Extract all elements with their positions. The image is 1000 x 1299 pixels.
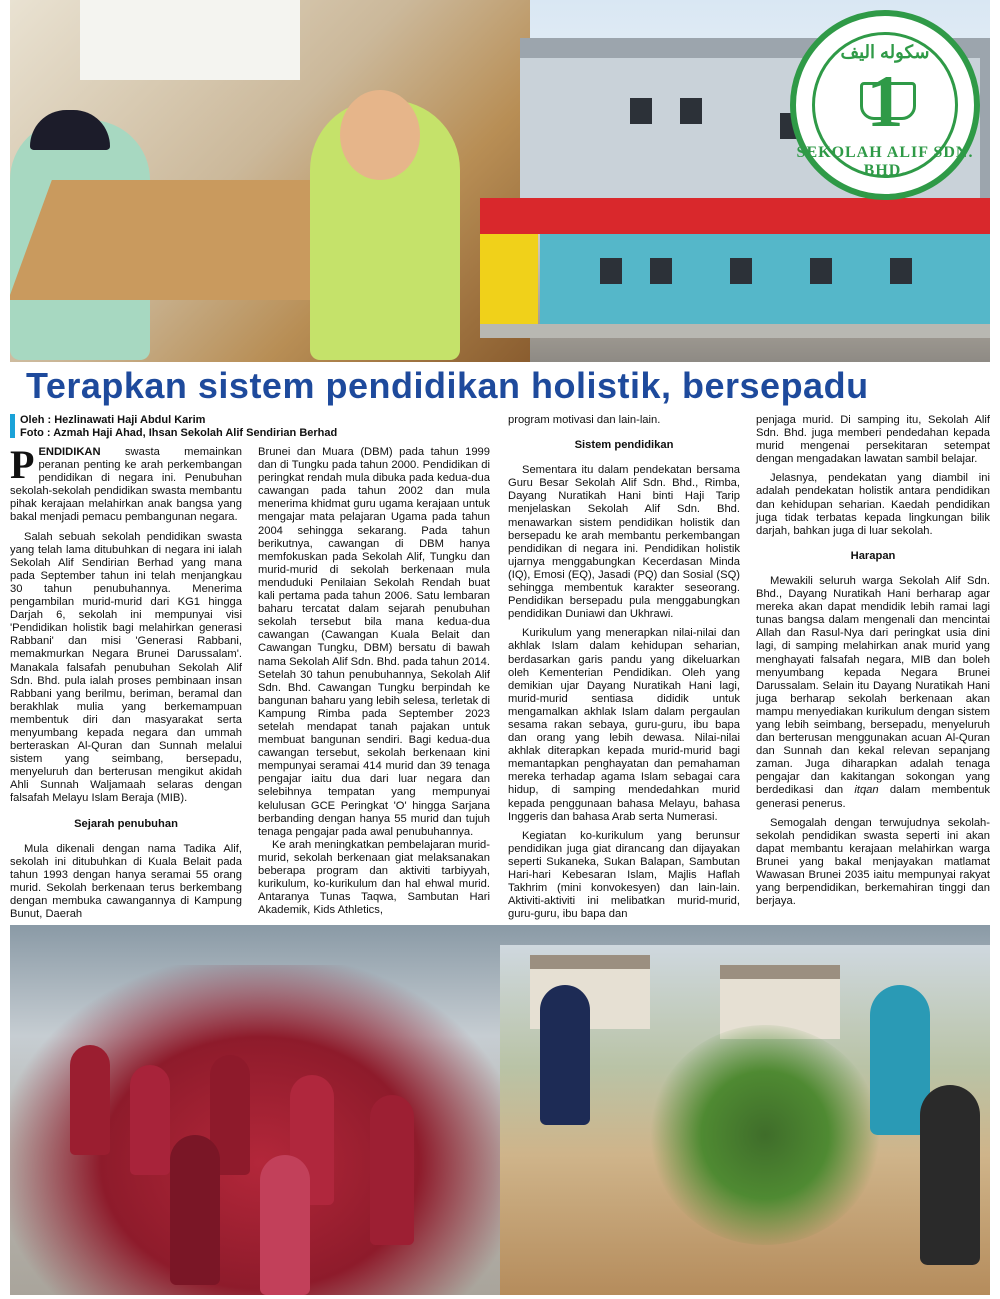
student-cap [30,110,110,150]
paragraph: penjaga murid. Di samping itu, Sekolah Alif Sdn. Bhd. juga memberi pendedahan kepada murid mengenai persekitaran setempat dengan mengadakan lawatan sambil belajar. [756,414,990,466]
student-figure [260,1155,310,1295]
paragraph-text: swasta memainkan peranan penting ke arah perkembangan pendidikan di negara ini. Penubuhan sekolah-sekolah pendidikan swasta membantu pihak kerajaan melahirkan anak bangsa yang bakal menjadi pemacu pembangunan negara. [10,446,242,524]
paragraph: Jelasnya, pendekatan yang diambil ini adalah pendekatan holistik antara pendidikan dan kehidupan seharian. Kaedah pendidikan juga tidak terbatas kepada lingkungan bilik darjah, bahkan juga di luar sekolah. [756,472,990,537]
section-heading: Harapan [850,549,896,562]
window [600,258,622,284]
plant [650,1025,880,1245]
window [680,98,702,124]
student-head [340,90,420,180]
paragraph: Mula dikenali dengan nama Tadika Alif, sekolah ini ditubuhkan di Kuala Belait pada tahun 1993 dengan hanya seramai 55 orang murid. Sekolah berkenaan terus berkembang dengan membuka cawangannya di Kampung Bunut, Daerah [10,842,242,921]
byline-author: Oleh : Hezlinawati Haji Abdul Karim [20,414,206,426]
paragraph [10,442,242,525]
paragraph [756,575,990,811]
paragraph: Brunei dan Muara (DBM) pada tahun 1999 dan di Tungku pada tahun 2000. Pendidikan di peringkat rendah mula dibuka pada kedua-dua cawangan pada tahun 2002 dan mula menerima khidmat guru ugama kerajaan untuk mengajar mata pelajaran Ugama pada tahun 2004 sehingga sekarang. Pada tahun berikutnya, cawangan di DBM hanya memfokuskan pada Sekolah Alif, Tungku dan murid-murid di sekolah berkenaan mula menduduki Penilaian Sekolah Rendah buat kali pertama pada tahun 2006. Satu lembaran baharu tercatat dalam sejarah penubuhan sekolah tersebut bila mana kedua-dua cawangan (Cawangan Kuala Belait dan Cawangan Tungku, DBM) bersatu di bawah nama Sekolah Alif Sdn. Bhd. pada tahun 2014. Setelah 30 tahun penubuhannya, Sekolah Alif Sdn. Bhd. Cawangan Tungku berpindah ke bangunan baharu yang lebih selesa, terletak di Kampung Rimba pada September 2023 setelah mendapat tanah pajakan untuk membuat bangunan sendiri. Bagi kedua-dua cawangan tersebut, sekolah berkenaan kini mempunyai seramai 414 murid dan 39 tenaga pengajar iaitu dua dari luar negara dan selebihnya tempatan yang mempunyai kelulusan GCE Peringkat 'O' hingga Sarjana berbanding dengan hanya 55 murid dan tujuh tenaga pengajar pada awal penubuhannya. [258,446,491,838]
article-column-3 [508,414,740,921]
student-figure [70,1045,110,1155]
student-figure [170,1135,220,1285]
article-column-2 [258,446,490,917]
paragraph: Salah sebuah sekolah pendidikan swasta yang telah lama ditubuhkan di negara ini ialah Sekolah Alif Sendirian Berhad yang mana pada September tahun ini telah menjangkau 30 tahun penubuhannya. Menerima pengambilan murid-murid dari KG1 hingga Darjah 6, sekolah ini mempunyai visi 'Pendidikan holistik bagi melahirkan generasi Rabbani' dan misi 'Generasi Rabbani, memakmurkan Negara Brunei Darussalam'. Manakala falsafah penubuhan Sekolah Alif Sdn. Bhd. pula ialah proses pembinaan insan Rabbani yang berilmu, beriman, beramal dan berakhlak mulia yang berkemampuan membentuk diri dan masyarakat serta menyumbang kepada negara dan ummah berteraskan Al-Quran dan Sunnah melalui sistem yang seimbang, bersepadu, menyeluruh dan berterusan mengikut akidah Ahli Sunnah Waljamaah selaras dengan falsafah Melayu Islam Beraja (MIB). [10,530,242,805]
person-figure [540,985,590,1125]
whiteboard [80,0,300,80]
paragraph: Semogalah dengan terwujudnya sekolah-sekolah pendidikan swasta seperti ini akan dapat membantu kerajaan melahirkan warga Brunei yang bakal menjayakan matlamat Wawasan Brunei 2035 iaitu mempunyai rakyat yang berpendidikan, berkemahiran tinggi dan berjaya. [756,816,990,908]
school-logo [790,10,980,200]
headline: Terapkan sistem pendidikan holistik, bersepadu [26,365,869,406]
window [630,98,652,124]
person-figure [920,1085,980,1265]
paragraph-text: dalam membentuk generasi penerus. [756,784,990,810]
dropcap: P [10,442,35,487]
paragraph: Ke arah meningkatkan pembelajaran murid-murid, sekolah berkenaan giat melaksanakan beberapa program dan aktiviti tarbiyyah, kurikulum, ko-kurikulum dan hal ehwal murid. Antaranya Tunas Taqwa, Sambutan Hari Akademik, Kids Athletics, [258,838,490,917]
window [650,258,672,284]
window [890,258,912,284]
article-column-1 [10,442,242,921]
tree-planting-photo [500,945,990,1295]
section-heading: Sistem pendidikan [574,439,674,452]
building-red-band [480,198,990,234]
student-figure [370,1095,414,1245]
ground [480,324,990,338]
window [730,258,752,284]
paragraph: Kegiatan ko-kurikulum yang berunsur pendidikan juga giat dirancang dan dijayakan seperti Sukaneka, Sukan Balapan, Sambutan Hari-hari Kebesaran Islam, Majlis Haflah Takhrim (mini konvokesyen) dan lain-lain. Aktiviti-aktiviti ini melibatkan murid-murid, guru-guru, ibu bapa dan [508,829,740,921]
logo-arabic-text: سکوله اليف [840,42,930,62]
paragraph: program motivasi dan lain-lain. [508,414,661,426]
lead-word: ENDIDIKAN [38,446,101,458]
building-yellow-pillar [480,234,538,334]
section-heading: Sejarah penubuhan [74,817,178,830]
bottom-photo-collage [10,925,990,1295]
student-figure [130,1065,170,1175]
classroom-photo [10,0,530,362]
article-column-4 [756,414,990,908]
italic-term: itqan [854,784,879,797]
paragraph-text: Mewakili seluruh warga Sekolah Alif Sdn. Bhd., Dayang Nuratikah Hani berharap agar mereka akan dapat mendidik lebih ramai lagi tunas bangsa dalam mengenali dan mencintai Allah dan Rasul-Nya dari peringkat usia dini lagi, di samping melahirkan anak murid yang menghayati falsafah negara, MIB dan boleh menyumbang kepada Negara Brunei Darussalam. Selain itu Dayang Nuratikah Hani juga berharap sekolah berkenaan akan mampu menyediakan kurikulum dengan sistem yang lebih seimbang, bersepadu, menyeluruh dan berterusan menggunakan acuan Al-Quran dan Sunnah dan kekal relevan sepanjang zaman. Juga diharapkan adalah tenaga pengajar dan kakitangan sokongan yang berdedikasi dan [756,574,990,797]
paragraph: Kurikulum yang menerapkan nilai-nilai dan akhlak Islam dalam kehidupan seharian, berdasarkan garis pandu yang dikeluarkan oleh Kementerian Pendidikan. Oleh yang demikian ujar Dayang Nuratikah Hani lagi, murid-murid sentiasa dididik untuk mengamalkan akhlak Islam dalam pergaulan sesama rakan sebaya, guru-guru, ibu bapa dan orang yang lebih dewasa. Nilai-nilai akhlak diterapkan kepada murid-murid bagi memantapkan penghayatan dan pemahaman mereka terhadap agama Islam sebagai cara hidup, di samping mendedahkan murid kepada penggunaan bahasa Melayu, bahasa Inggeris dan bahasa Arab serta Numerasi. [508,627,740,823]
byline-accent-bar [10,414,15,438]
book-icon [860,82,916,120]
logo-brand-text: SEKOLAH ALIF SDN. BHD. [796,144,974,179]
byline-photo-credit: Foto : Azmah Haji Ahad, Ihsan Sekolah Alif Sendirian Berhad [20,427,338,439]
byline [20,414,337,440]
window [810,258,832,284]
paragraph: Sementara itu dalam pendekatan bersama Guru Besar Sekolah Alif Sdn. Bhd., Rimba, Dayang Nuratikah Hani binti Haji Tarip menjelaskan Sekolah Alif Sdn. Bhd. menawarkan sistem pendidikan holistik dan bersepadu ke arah membantu perkembangan pendidikan di negara ini. Pendidikan holistik ujarnya menggabungkan Kecerdasan Minda (IQ), Emosi (EQ), Jasadi (PQ) dan Sosial (SQ) sehingga membentuk karakter seseorang. Pendidikan bersepadu pula menggabungkan pendidikan Duniawi dan Ukhrawi. [508,464,740,621]
logo-number: 1 [866,61,904,143]
